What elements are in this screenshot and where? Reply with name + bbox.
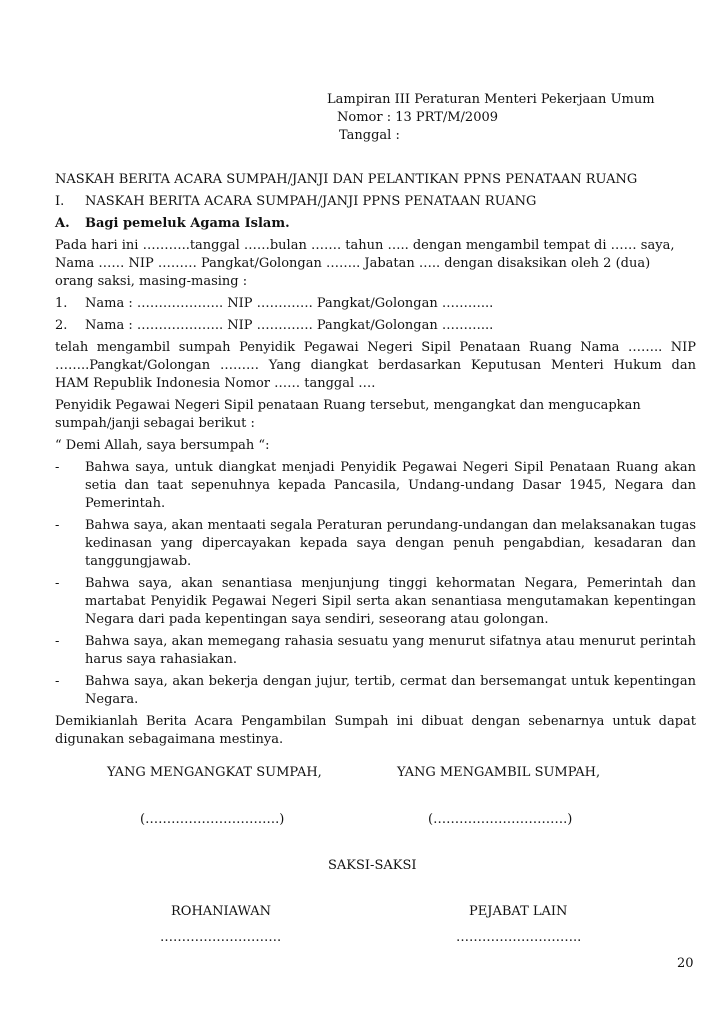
witness-marker: 2. xyxy=(55,318,68,333)
witness-item-2 xyxy=(55,317,696,335)
oath-item xyxy=(55,633,696,669)
oath-item-text: Bahwa saya, akan senantiasa menjunjung tinggi kehormatan Negara, Pemerintah dan martabat Penyidik Pegawai Negeri Sipil serta akan senantiasa mengutamakan kepentingan Negara dari pada kepentingan saya sendiri, seseorang atau golongan. xyxy=(85,576,696,627)
closing-paragraph: Demikianlah Berita Acara Pengambilan Sumpah ini dibuat dengan sebenarnya untuk dapat digunakan sebagaimana mestinya. xyxy=(55,714,696,747)
section-a-heading xyxy=(55,215,696,233)
witness-right-label: PEJABAT LAIN xyxy=(469,904,568,919)
oath-item xyxy=(55,517,696,571)
oath-item-text: Bahwa saya, akan memegang rahasia sesuatu yang menurut sifatnya atau menurut perintah harus saya rahasiakan. xyxy=(85,634,696,667)
oath-item xyxy=(55,459,696,513)
oath-item-marker: - xyxy=(55,674,60,689)
signer-right-blank: (………………………….) xyxy=(428,812,573,827)
signer-right-label: YANG MENGAMBIL SUMPAH, xyxy=(397,765,601,780)
witness-heading: SAKSI-SAKSI xyxy=(328,858,417,873)
witness-item-1 xyxy=(55,295,696,313)
section-i-heading xyxy=(55,193,696,211)
witness-marker: 1. xyxy=(55,296,68,311)
main-heading: NASKAH BERITA ACARA SUMPAH/JANJI DAN PELANTIKAN PPNS PENATAAN RUANG xyxy=(55,172,638,187)
section-i-title: NASKAH BERITA ACARA SUMPAH/JANJI PPNS PENATAAN RUANG xyxy=(85,194,537,209)
section-a-title: Bagi pemeluk Agama Islam. xyxy=(85,216,290,231)
witness-left-label: ROHANIAWAN xyxy=(171,904,272,919)
witness-left-blank: ………………………. xyxy=(160,930,282,945)
ppns-paragraph xyxy=(55,397,696,433)
oath-item-marker: - xyxy=(55,576,60,591)
oath-taken-line-2: ……..Pangkat/Golongan ……… Yang diangkat berdasarkan Keputusan Menteri Hukum dan xyxy=(55,358,696,373)
signer-left-label: YANG MENGANGKAT SUMPAH, xyxy=(107,765,322,780)
section-i-marker: I. xyxy=(55,194,65,209)
oath-item xyxy=(55,575,696,629)
oath-item-text: Bahwa saya, akan mentaati segala Peraturan perundang-undangan dan melaksanakan tugas kedinasan yang dipercayakan kepada saya dengan penuh pengabdian, kesadaran dan tanggungjawab. xyxy=(85,518,696,569)
document-body xyxy=(55,171,696,749)
intro-line-1: Pada hari ini ………..tanggal ……bulan ……. tahun ….. dengan mengambil tempat di …… saya, xyxy=(55,238,675,253)
page-number: 20 xyxy=(677,956,694,971)
oath-taken-paragraph xyxy=(55,339,696,393)
witness-text: Nama : ……………….. NIP …………. Pangkat/Golongan ………... xyxy=(85,296,494,311)
intro-line-3: orang saksi, masing-masing : xyxy=(55,274,248,289)
oath-item-text: Bahwa saya, akan bekerja dengan jujur, tertib, cermat dan bersemangat untuk kepentingan Negara. xyxy=(85,674,696,707)
attachment-line-regulation: Lampiran III Peraturan Menteri Pekerjaan Umum xyxy=(327,92,655,107)
oath-taken-line-3: HAM Republik Indonesia Nomor …… tanggal …. xyxy=(55,376,376,391)
oath-taken-line-1: telah mengambil sumpah Penyidik Pegawai Negeri Sipil Penataan Ruang Nama …….. NIP xyxy=(55,340,696,355)
oath-item-marker: - xyxy=(55,518,60,533)
attachment-line-number: Nomor : 13 PRT/M/2009 xyxy=(337,110,499,125)
oath-item-text: Bahwa saya, untuk diangkat menjadi Penyidik Pegawai Negeri Sipil Penataan Ruang akan setia dan taat sepenuhnya kepada Pancasila, Undang-undang Dasar 1945, Negara dan Pemerintah. xyxy=(85,460,696,511)
intro-line-2: Nama …… NIP ……… Pangkat/Golongan …….. Jabatan ….. dengan disaksikan oleh 2 (dua) xyxy=(55,256,651,271)
oath-item-marker: - xyxy=(55,634,60,649)
ppns-line-1: Penyidik Pegawai Negeri Sipil penataan Ruang tersebut, mengangkat dan mengucapkan xyxy=(55,398,641,413)
oath-item-marker: - xyxy=(55,460,60,475)
witness-right-blank: ……………………….. xyxy=(456,930,582,945)
attachment-line-date: Tanggal : xyxy=(339,128,400,143)
oath-opening: “ Demi Allah, saya bersumpah “: xyxy=(55,438,270,453)
signer-left-blank: (………………………….) xyxy=(140,812,285,827)
witness-text: Nama : ……………….. NIP …………. Pangkat/Golongan ………... xyxy=(85,318,494,333)
section-a-marker: A. xyxy=(55,216,70,231)
intro-paragraph xyxy=(55,237,696,291)
attachment-header xyxy=(327,91,655,145)
ppns-line-2: sumpah/janji sebagai berikut : xyxy=(55,416,255,431)
oath-item xyxy=(55,673,696,709)
